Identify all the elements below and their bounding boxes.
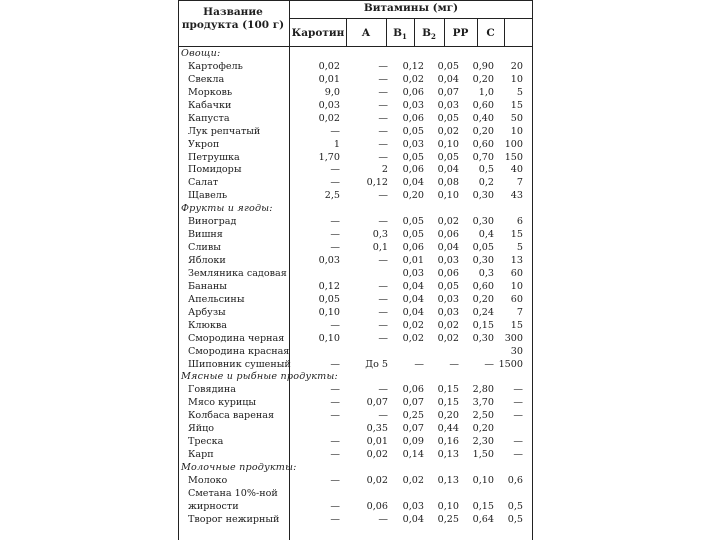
cell-b1: 0,05 xyxy=(402,151,424,163)
table-row xyxy=(178,177,534,190)
cell-c: 13 xyxy=(510,255,523,266)
cell-b2: 0,44 xyxy=(437,423,459,435)
cell-a: 2 xyxy=(381,164,388,176)
vitamins-header: Витамины (мг) xyxy=(363,2,459,14)
cell-b1: 0,05 xyxy=(402,229,424,241)
cell-a: 0,01 xyxy=(366,436,388,448)
product-name: Говядина xyxy=(188,384,236,396)
cell-b1: 0,07 xyxy=(402,423,424,435)
cell-pp: 2,80 xyxy=(472,384,494,396)
cell-b1: 0,05 xyxy=(402,125,424,137)
cell-carotene: — xyxy=(330,216,340,228)
cell-b1: 0,09 xyxy=(402,436,424,448)
cell-b1: 0,06 xyxy=(402,242,424,254)
category-row xyxy=(178,462,534,475)
cell-c: 60 xyxy=(510,293,523,305)
cell-b1: 0,03 xyxy=(402,138,424,150)
cell-a: — xyxy=(378,306,388,318)
cell-c: 0,5 xyxy=(507,513,523,525)
table-row xyxy=(178,359,534,372)
cell-c: 20 xyxy=(510,60,523,72)
table-row xyxy=(178,501,534,514)
cell-pp: 0,60 xyxy=(472,138,494,150)
cell-pp: — xyxy=(484,358,494,370)
cell-b2: 0,15 xyxy=(437,384,459,396)
cell-b1: 0,04 xyxy=(402,177,424,189)
table-row xyxy=(178,320,534,333)
cell-b2: 0,15 xyxy=(437,397,459,409)
product-name: Лук репчатый xyxy=(188,125,261,137)
table-row xyxy=(178,475,534,488)
cell-b1: 0,20 xyxy=(402,190,424,202)
product-name: Земляника садовая xyxy=(188,267,287,279)
cell-a: — xyxy=(378,293,388,305)
product-name: Яйцо xyxy=(188,423,215,435)
table-row xyxy=(178,242,534,255)
cell-carotene: 0,02 xyxy=(318,60,340,72)
table-row xyxy=(178,294,534,307)
cell-b2: 0,03 xyxy=(437,255,459,266)
cell-b2: 0,10 xyxy=(437,190,459,202)
cell-b2: 0,05 xyxy=(437,280,459,292)
cell-carotene: — xyxy=(330,177,340,189)
cell-b2: 0,13 xyxy=(437,474,459,486)
cell-c: 10 xyxy=(510,73,523,85)
cell-b1: 0,12 xyxy=(402,60,424,72)
cell-c: 30 xyxy=(510,345,523,357)
cell-pp: 0,30 xyxy=(472,255,494,266)
cell-pp: 0,10 xyxy=(472,474,494,486)
cell-a: — xyxy=(378,86,388,98)
table-row xyxy=(178,100,534,113)
table-row xyxy=(178,255,534,268)
cell-a: — xyxy=(378,99,388,111)
header-bottom-rule xyxy=(178,46,533,47)
cell-c: 0,6 xyxy=(507,474,523,486)
cell-b2: 0,04 xyxy=(437,242,459,254)
table-row xyxy=(178,333,534,346)
cell-c: 7 xyxy=(516,306,523,318)
product-name: Смородина черная xyxy=(188,332,285,344)
product-name: Колбаса вареная xyxy=(188,410,275,422)
cell-pp: 0,15 xyxy=(472,319,494,331)
cell-c: 10 xyxy=(510,125,523,137)
cell-c: — xyxy=(513,449,523,461)
carotene-header: Каротин xyxy=(291,27,345,39)
cell-pp: 0,20 xyxy=(472,73,494,85)
cell-b2: 0,04 xyxy=(437,73,459,85)
cell-b2: 0,10 xyxy=(437,138,459,150)
category-label: Овощи: xyxy=(181,48,221,59)
cell-carotene: 1,70 xyxy=(318,151,340,163)
cell-b2: 0,06 xyxy=(437,267,459,279)
cell-a: 0,12 xyxy=(366,177,388,189)
cell-b1: 0,01 xyxy=(402,255,424,266)
cell-c: 7 xyxy=(516,177,523,189)
product-name: Апельсины xyxy=(188,293,245,305)
product-name: Морковь xyxy=(188,86,233,98)
cell-a: — xyxy=(378,125,388,137)
cell-pp: 2,30 xyxy=(472,436,494,448)
cell-c: 300 xyxy=(504,332,523,344)
cell-pp: 0,15 xyxy=(472,500,494,512)
product-name: Свекла xyxy=(188,73,225,85)
cell-c: 0,5 xyxy=(507,500,523,512)
table-row xyxy=(178,307,534,320)
cell-pp: 0,2 xyxy=(478,177,494,189)
cell-carotene: — xyxy=(330,125,340,137)
cell-c: — xyxy=(513,397,523,409)
table-row xyxy=(178,61,534,74)
cell-carotene: — xyxy=(330,436,340,448)
cell-carotene: 2,5 xyxy=(324,190,340,202)
cell-b1: 0,06 xyxy=(402,86,424,98)
cell-pp: 0,05 xyxy=(472,242,494,254)
cell-a: До 5 xyxy=(365,358,388,370)
cell-b2: 0,02 xyxy=(437,319,459,331)
cell-pp: 0,20 xyxy=(472,125,494,137)
product-name: Виноград xyxy=(188,216,237,228)
cell-b1: 0,03 xyxy=(402,267,424,279)
cell-pp: 0,30 xyxy=(472,216,494,228)
cell-pp: 0,20 xyxy=(472,293,494,305)
table-row xyxy=(178,449,534,462)
cell-carotene: 0,02 xyxy=(318,112,340,124)
cell-b1: 0,07 xyxy=(402,397,424,409)
table-row xyxy=(178,229,534,242)
table-row xyxy=(178,281,534,294)
vitamin-b2-header: $B_2$ xyxy=(422,27,436,42)
cell-c: 15 xyxy=(510,229,523,241)
cell-a: — xyxy=(378,73,388,85)
cell-carotene: 0,03 xyxy=(318,99,340,111)
cell-a: — xyxy=(378,332,388,344)
cell-carotene: 9,0 xyxy=(324,86,340,98)
table-row xyxy=(178,87,534,100)
vitamin-pp-header: PP xyxy=(452,27,469,39)
cell-b2: 0,20 xyxy=(437,410,459,422)
cell-b1: 0,05 xyxy=(402,216,424,228)
product-name: Помидоры xyxy=(188,164,242,176)
cell-b2: 0,07 xyxy=(437,86,459,98)
table-row xyxy=(178,152,534,165)
product-name: Карп xyxy=(188,449,214,461)
vitamin-table xyxy=(178,0,534,540)
product-name: Клюква xyxy=(188,319,227,331)
cell-b1: 0,04 xyxy=(402,293,424,305)
cell-carotene: — xyxy=(330,513,340,525)
table-row xyxy=(178,346,534,359)
cell-b2: — xyxy=(449,358,459,370)
cell-pp: 0,60 xyxy=(472,280,494,292)
product-header xyxy=(178,6,288,32)
cell-b1: — xyxy=(414,358,424,370)
cell-a: — xyxy=(378,190,388,202)
cell-a: 0,35 xyxy=(366,423,388,435)
cell-a: — xyxy=(378,280,388,292)
cell-a: — xyxy=(378,513,388,525)
cell-carotene: — xyxy=(330,474,340,486)
cell-b2: 0,10 xyxy=(437,500,459,512)
cell-a: — xyxy=(378,384,388,396)
category-row xyxy=(178,371,534,384)
cell-a: — xyxy=(378,410,388,422)
product-header-line1: Название xyxy=(203,6,263,18)
cell-b2: 0,02 xyxy=(437,332,459,344)
cell-b1: 0,04 xyxy=(402,306,424,318)
cell-b1: 0,06 xyxy=(402,112,424,124)
cell-b2: 0,06 xyxy=(437,229,459,241)
product-name: жирности xyxy=(188,500,239,512)
cell-b2: 0,05 xyxy=(437,60,459,72)
cell-b2: 0,03 xyxy=(437,293,459,305)
cell-b1: 0,06 xyxy=(402,384,424,396)
cell-carotene: 0,10 xyxy=(318,306,340,318)
cell-c: 40 xyxy=(510,164,523,176)
cell-pp: 0,4 xyxy=(478,229,494,241)
cell-a: 0,3 xyxy=(372,229,388,241)
cell-c: 15 xyxy=(510,99,523,111)
cell-carotene: 0,10 xyxy=(318,332,340,344)
product-name: Кабачки xyxy=(188,99,232,111)
cell-b1: 0,14 xyxy=(402,449,424,461)
cell-a: — xyxy=(378,112,388,124)
cell-pp: 2,50 xyxy=(472,410,494,422)
cell-pp: 0,3 xyxy=(478,267,494,279)
table-row xyxy=(178,216,534,229)
product-name: Творог нежирный xyxy=(188,513,280,525)
table-row xyxy=(178,139,534,152)
cell-c: — xyxy=(513,384,523,396)
cell-c: 10 xyxy=(510,280,523,292)
category-label: Мясные и рыбные продукты: xyxy=(181,371,338,383)
cell-c: 50 xyxy=(510,112,523,124)
cell-a: — xyxy=(378,138,388,150)
product-name: Салат xyxy=(188,177,219,189)
cell-b1: 0,02 xyxy=(402,73,424,85)
cell-pp: 0,5 xyxy=(478,164,494,176)
cell-carotene: — xyxy=(330,229,340,241)
cell-pp: 0,30 xyxy=(472,332,494,344)
product-name: Смородина красная xyxy=(188,345,290,357)
cell-a: — xyxy=(378,319,388,331)
table-row xyxy=(178,397,534,410)
cell-carotene: — xyxy=(330,384,340,396)
cell-b2: 0,03 xyxy=(437,99,459,111)
product-name: Укроп xyxy=(188,138,220,150)
cell-b2: 0,25 xyxy=(437,513,459,525)
cell-b2: 0,05 xyxy=(437,112,459,124)
cell-pp: 0,70 xyxy=(472,151,494,163)
cell-carotene: 0,03 xyxy=(318,255,340,266)
product-name: Щавель xyxy=(188,190,228,202)
cell-pp: 0,64 xyxy=(472,513,494,525)
product-name: Сливы xyxy=(188,242,221,254)
cell-a: — xyxy=(378,60,388,72)
product-name: Петрушка xyxy=(188,151,240,163)
cell-carotene: — xyxy=(330,358,340,370)
category-row xyxy=(178,203,534,216)
cell-pp: 0,20 xyxy=(472,423,494,435)
cell-carotene: 1 xyxy=(333,138,340,150)
cell-c: — xyxy=(513,410,523,422)
product-name: Шиповник сушеный xyxy=(188,358,291,370)
cell-a: 0,07 xyxy=(366,397,388,409)
cell-pp: 1,50 xyxy=(472,449,494,461)
cell-c: 60 xyxy=(510,267,523,279)
cell-b1: 0,04 xyxy=(402,280,424,292)
vitamin-c-header: C xyxy=(486,27,495,39)
cell-b2: 0,16 xyxy=(437,436,459,448)
cell-a: — xyxy=(378,151,388,163)
cell-b1: 0,03 xyxy=(402,500,424,512)
cell-b1: 0,04 xyxy=(402,513,424,525)
product-name: Вишня xyxy=(188,229,223,241)
cell-carotene: — xyxy=(330,397,340,409)
cell-carotene: — xyxy=(330,449,340,461)
product-name: Сметана 10%-ной xyxy=(188,487,278,499)
table-row xyxy=(178,488,534,501)
cell-a: — xyxy=(378,255,388,266)
table-row xyxy=(178,113,534,126)
cell-a: — xyxy=(378,216,388,228)
category-row xyxy=(178,48,534,61)
product-name: Треска xyxy=(188,436,224,448)
product-header-line2: продукта (100 г) xyxy=(181,19,285,31)
table-row xyxy=(178,410,534,423)
cell-b1: 0,02 xyxy=(402,319,424,331)
cell-pp: 0,60 xyxy=(472,99,494,111)
product-name: Молоко xyxy=(188,474,228,486)
table-row xyxy=(178,268,534,281)
cell-pp: 0,40 xyxy=(472,112,494,124)
product-name: Арбузы xyxy=(188,306,226,318)
table-row xyxy=(178,384,534,397)
product-name: Бананы xyxy=(188,280,227,292)
cell-pp: 0,90 xyxy=(472,60,494,72)
cell-carotene: 0,12 xyxy=(318,280,340,292)
cell-c: 150 xyxy=(504,151,523,163)
cell-b2: 0,02 xyxy=(437,216,459,228)
cell-carotene: — xyxy=(330,410,340,422)
cell-b2: 0,04 xyxy=(437,164,459,176)
vitamins-header-divider xyxy=(289,18,533,19)
cell-a: 0,06 xyxy=(366,500,388,512)
product-name: Мясо курицы xyxy=(188,397,257,409)
cell-c: 43 xyxy=(510,190,523,202)
product-name: Капуста xyxy=(188,112,230,124)
cell-b1: 0,02 xyxy=(402,474,424,486)
cell-a: 0,02 xyxy=(366,449,388,461)
table-row xyxy=(178,126,534,139)
vitamin-b1-header: $B_1$ xyxy=(393,27,407,42)
cell-b1: 0,06 xyxy=(402,164,424,176)
cell-carotene: — xyxy=(330,500,340,512)
table-row xyxy=(178,164,534,177)
cell-carotene: — xyxy=(330,319,340,331)
category-label: Молочные продукты: xyxy=(181,462,297,473)
category-label: Фрукты и ягоды: xyxy=(181,203,273,215)
cell-c: 6 xyxy=(516,216,523,228)
cell-a: 0,02 xyxy=(366,474,388,486)
product-name: Яблоки xyxy=(188,255,226,266)
table-row xyxy=(178,74,534,87)
cell-carotene: 0,05 xyxy=(318,293,340,305)
table-border-top xyxy=(178,0,533,1)
cell-b1: 0,02 xyxy=(402,332,424,344)
cell-b2: 0,03 xyxy=(437,306,459,318)
cell-carotene: — xyxy=(330,164,340,176)
cell-c: 1500 xyxy=(498,358,523,370)
table-row xyxy=(178,190,534,203)
product-name: Картофель xyxy=(188,60,243,72)
cell-c: 5 xyxy=(516,242,523,254)
cell-b2: 0,08 xyxy=(437,177,459,189)
cell-pp: 1,0 xyxy=(478,86,494,98)
cell-c: 15 xyxy=(510,319,523,331)
table-row xyxy=(178,423,534,436)
cell-b2: 0,13 xyxy=(437,449,459,461)
vitamin-a-header: A xyxy=(361,27,371,39)
table-row xyxy=(178,436,534,449)
cell-carotene: 0,01 xyxy=(318,73,340,85)
cell-c: 5 xyxy=(516,86,523,98)
cell-b1: 0,25 xyxy=(402,410,424,422)
cell-c: 100 xyxy=(504,138,523,150)
cell-a: 0,1 xyxy=(372,242,388,254)
cell-b2: 0,05 xyxy=(437,151,459,163)
cell-pp: 3,70 xyxy=(472,397,494,409)
table-body xyxy=(178,48,534,527)
header-col-divider xyxy=(504,18,505,47)
cell-c: — xyxy=(513,436,523,448)
cell-pp: 0,30 xyxy=(472,190,494,202)
cell-b1: 0,03 xyxy=(402,99,424,111)
table-row xyxy=(178,514,534,527)
cell-pp: 0,24 xyxy=(472,306,494,318)
cell-carotene: — xyxy=(330,242,340,254)
cell-b2: 0,02 xyxy=(437,125,459,137)
